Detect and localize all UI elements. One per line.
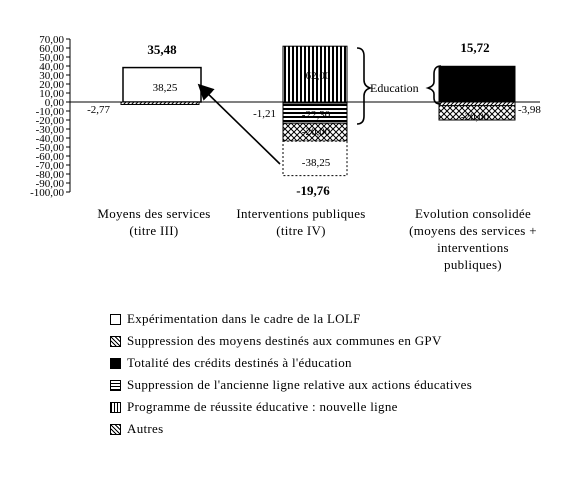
legend-swatch	[110, 424, 121, 435]
y-tick-label: -40,00	[35, 133, 64, 145]
y-tick-label: -90,00	[35, 178, 64, 190]
legend-swatch	[110, 336, 121, 347]
y-tick-label: -20,00	[35, 115, 64, 127]
legend-item	[110, 330, 560, 352]
y-tick-label: 30,00	[39, 70, 64, 82]
education-label: Education	[370, 81, 419, 95]
total-label: 15,72	[460, 40, 490, 55]
y-tick-label: -100,00	[30, 187, 64, 199]
legend-swatch	[110, 358, 121, 369]
y-tick-label: 50,00	[39, 52, 64, 64]
data-label: -3,98	[518, 104, 541, 116]
legend-label: Expérimentation dans le cadre de la LOLF	[127, 311, 361, 326]
legend-label: Suppression de l'ancienne ligne relative aux actions éducatives	[127, 377, 473, 392]
data-label: -2,77	[87, 104, 110, 116]
legend-item	[110, 352, 560, 374]
legend-item	[110, 418, 560, 440]
legend-item	[110, 396, 560, 418]
data-label: 62,00	[305, 70, 331, 82]
y-tick-label: 60,00	[39, 43, 64, 55]
legend-swatch	[110, 402, 121, 413]
data-label: -20,00	[460, 111, 490, 123]
category-label: Moyens des services	[97, 206, 211, 221]
category-label: Interventions publiques	[236, 206, 366, 221]
bar-hatch	[439, 102, 515, 106]
y-tick-label: 20,00	[39, 79, 64, 91]
y-tick-label: 10,00	[39, 88, 64, 100]
y-tick-label: -30,00	[35, 124, 64, 136]
data-label: -20,00	[301, 126, 331, 138]
total-label: -19,76	[296, 183, 330, 198]
y-tick-label: -70,00	[35, 160, 64, 172]
legend-label: Totalité des crédits destinés à l'éducation	[127, 355, 352, 370]
bar-hatch	[121, 102, 199, 104]
brace-right	[357, 48, 370, 124]
total-label: 35,48	[147, 42, 177, 57]
legend-label: Programme de réussite éducative : nouvelle ligne	[127, 399, 398, 414]
data-label: -22,30	[301, 109, 331, 121]
category-label: (titre III)	[129, 223, 179, 238]
category-labels	[97, 206, 536, 272]
legend-item	[110, 308, 560, 330]
y-tick-label: 0,00	[44, 97, 64, 109]
bar-black	[439, 66, 515, 102]
arrow	[200, 86, 280, 164]
y-tick-label: 40,00	[39, 61, 64, 73]
legend-item	[110, 374, 560, 396]
y-tick-label: -60,00	[35, 151, 64, 163]
category-label: publiques)	[444, 257, 502, 272]
legend-swatch	[110, 314, 121, 325]
category-label: (moyens des services +	[409, 223, 537, 238]
category-label: (titre IV)	[276, 223, 326, 238]
y-tick-label: -10,00	[35, 106, 64, 118]
data-label: 38,25	[152, 82, 178, 94]
category-label: interventions	[437, 240, 509, 255]
legend-label: Autres	[127, 421, 164, 436]
data-label: -38,25	[301, 157, 331, 169]
data-label: -1,21	[253, 108, 276, 120]
legend-swatch	[110, 380, 121, 391]
y-tick-label: -50,00	[35, 142, 64, 154]
legend-label: Suppression des moyens destinés aux communes en GPV	[127, 333, 442, 348]
y-tick-label: -80,00	[35, 169, 64, 181]
category-label: Evolution consolidée	[414, 206, 532, 221]
legend	[110, 308, 560, 440]
y-tick-label: 70,00	[39, 34, 64, 46]
